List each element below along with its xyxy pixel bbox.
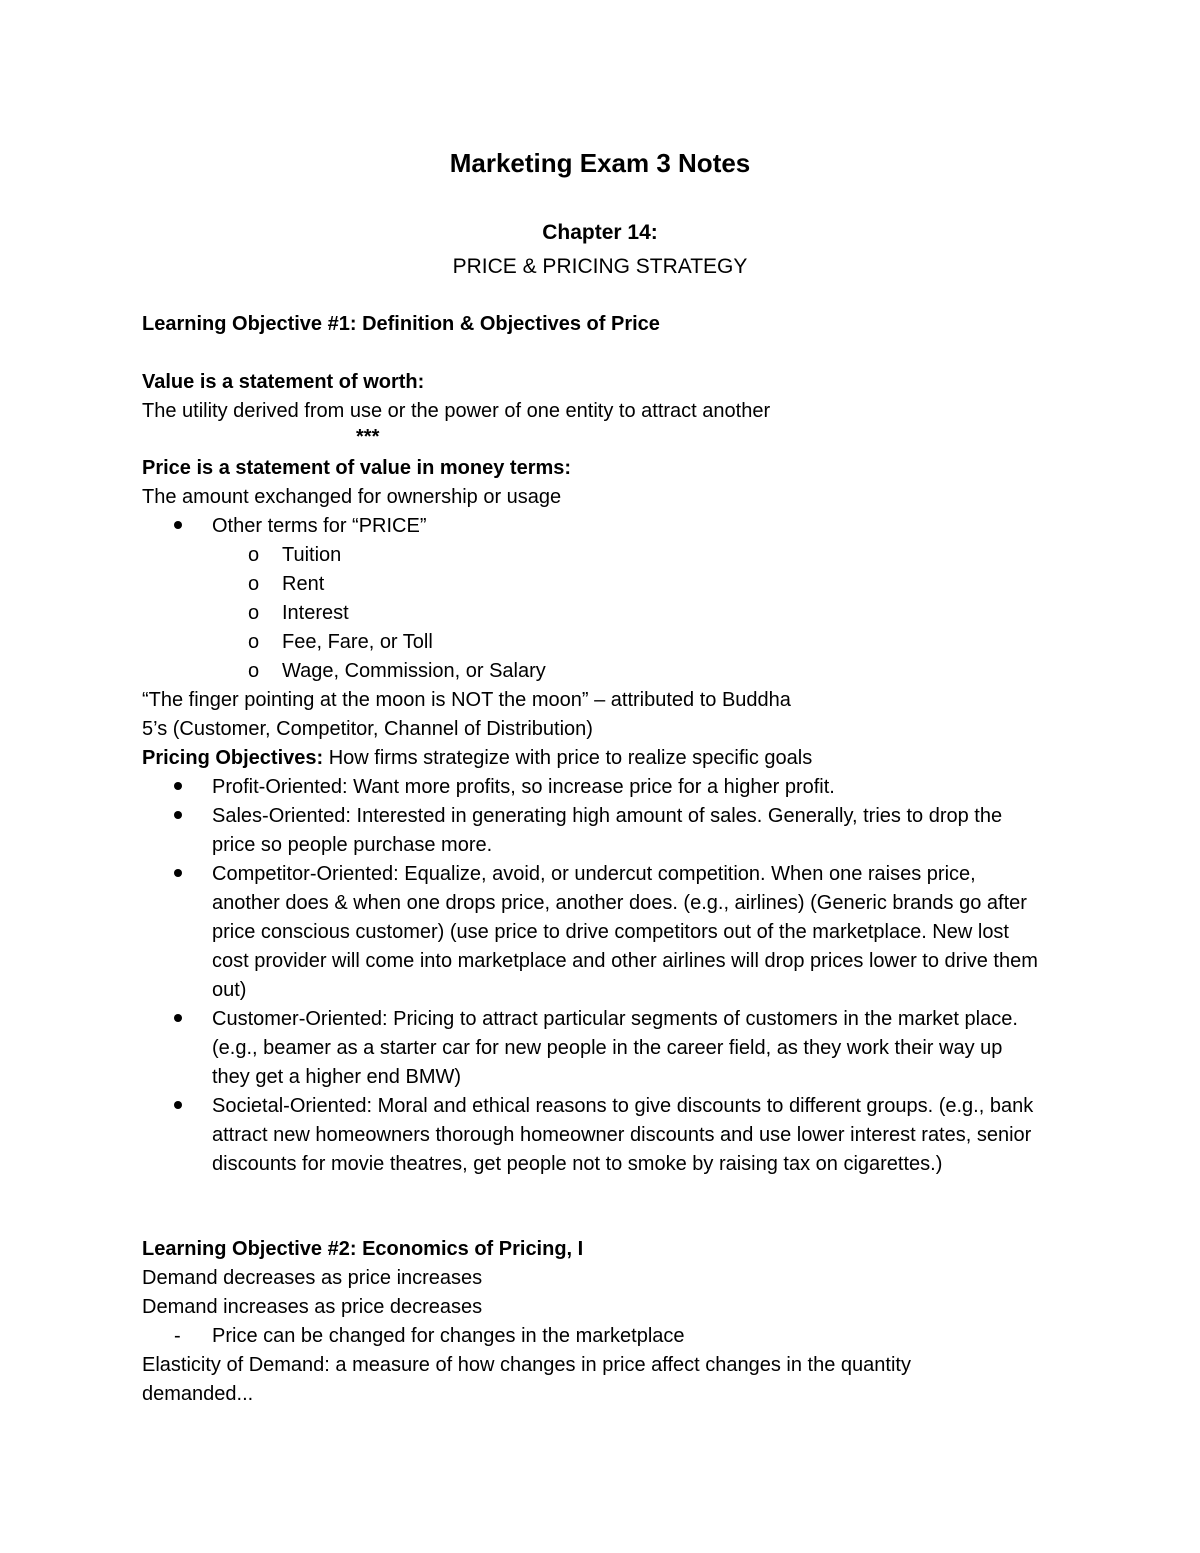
list-item-text: Sales-Oriented: Interested in generating high amount of sales. Generally, tries to drop the price so people purchase more. [212,805,1003,856]
list-item-text: Rent [282,573,325,595]
list-item [142,1322,1062,1351]
list-item-text: Societal-Oriented: Moral and ethical reasons to give discounts to different groups. (e.g., bank attract new homeowners thorough homeowner discounts and use lower interest rates, senior discounts for movie theatres, get people not to smoke by raising tax on cigarettes.) [212,1095,1034,1175]
list-item-text: Competitor-Oriented: Equalize, avoid, or undercut competition. When one raises price, another does & when one drops price, another does. (e.g., airlines) (Generic brands go after price conscious customer) (use price to drive competitors out of the marketplace. New lost cost provider will come into marketplace and other airlines will drop prices lower to drive them out) [212,863,1038,1001]
lo1-heading: Learning Objective #1: Definition & Objectives of Price [142,313,660,335]
list-item [142,1092,1044,1179]
list-item-text: Interest [282,602,349,624]
list-item [142,773,1032,802]
elasticity-line: Elasticity of Demand: a measure of how changes in price affect changes in the quantity demanded... [142,1354,911,1405]
value-heading: Value is a statement of worth: [142,371,425,393]
pricing-objectives-line [142,744,1062,773]
list-item-text: Other terms for “PRICE” [212,515,427,537]
circle-bullet-icon: o [248,631,260,653]
circle-bullet-icon: o [248,573,260,595]
bullet-icon [174,773,182,802]
list-item-text: Fee, Fare, or Toll [282,631,433,653]
dash-bullet-icon: - [174,1325,181,1347]
bullet-icon [174,1092,182,1121]
lo2-heading: Learning Objective #2: Economics of Pricing, I [142,1238,584,1260]
list-item-text: Profit-Oriented: Want more profits, so increase price for a higher profit. [212,776,835,798]
chapter-subtitle: PRICE & PRICING STRATEGY [452,255,748,278]
document-title: Marketing Exam 3 Notes [449,148,751,178]
price-section [142,454,1062,1179]
separator: *** [356,426,380,448]
value-text: The utility derived from use or the power of one entity to attract another [142,400,771,422]
list-item-text: Tuition [282,544,342,566]
list-item [142,1005,1044,1092]
list-item [142,628,1062,657]
circle-bullet-icon: o [248,602,260,624]
pricing-objectives-text: How firms strategize with price to realize specific goals [323,747,813,769]
list-item [142,860,1044,1005]
bullet-icon [174,802,182,831]
list-item [142,657,1062,686]
price-text: The amount exchanged for ownership or usage [142,486,562,508]
bullet-icon [174,512,182,541]
price-heading: Price is a statement of value in money terms: [142,457,572,479]
list-item [142,599,1062,628]
other-terms-list [142,512,1062,686]
bullet-icon [174,1005,182,1034]
lo2-section [142,1235,1062,1409]
list-item [142,541,1062,570]
list-item [142,570,1062,599]
lo2-dash-list [142,1322,1062,1351]
bullet-icon [174,860,182,889]
list-item-text: Customer-Oriented: Pricing to attract particular segments of customers in the market place. (e.g., beamer as a starter car for new people in the career field, as they work their way up they get a higher end BMW) [212,1008,1018,1088]
pricing-objectives-label: Pricing Objectives: [142,747,324,769]
chapter-label: Chapter 14: [542,221,658,244]
value-section [142,368,1062,448]
objectives-list [142,773,1062,1179]
list-item-text: Price can be changed for changes in the marketplace [212,1325,685,1347]
buddha-quote: “The finger pointing at the moon is NOT the moon” – attributed to Buddha [142,689,791,711]
list-item-text: Wage, Commission, or Salary [282,660,546,682]
lo2-line-1: Demand decreases as price increases [142,1267,483,1289]
lo1-section [142,310,1062,339]
list-item [142,802,1032,860]
fives-line: 5’s (Customer, Competitor, Channel of Distribution) [142,718,593,740]
list-item [142,512,1062,541]
circle-bullet-icon: o [248,544,260,566]
circle-bullet-icon: o [248,660,260,682]
lo2-line-2: Demand increases as price decreases [142,1296,483,1318]
